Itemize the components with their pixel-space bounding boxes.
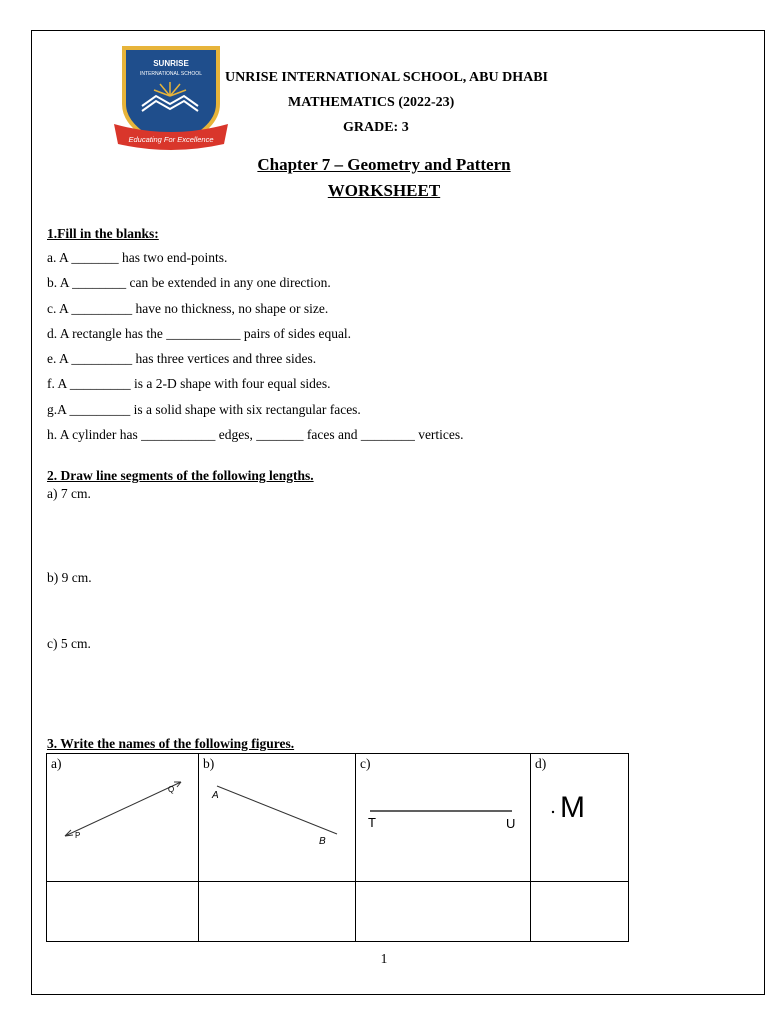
page-number: 1 — [380, 951, 388, 966]
point-label-q: Q — [168, 785, 175, 794]
point-label-p: P — [75, 831, 81, 840]
school-logo — [112, 44, 230, 152]
worksheet-title: WORKSHEET — [327, 181, 441, 200]
section3-heading: 3. Write the names of the following figures. — [47, 736, 295, 751]
chapter-title: Chapter 7 – Geometry and Pattern — [257, 155, 511, 174]
point-label-b: B — [319, 836, 326, 847]
figures-table — [46, 753, 629, 942]
figure-cell-a — [47, 754, 199, 882]
figure-cell-d — [531, 754, 629, 882]
logo-name: SUNRISE — [153, 59, 189, 68]
draw-item-a: a) 7 cm. — [47, 486, 91, 501]
fill-item-c: c. A _________ have no thickness, no shape or size. — [47, 301, 329, 316]
grade-line: GRADE: 3 — [343, 120, 409, 135]
figure-ray-pq — [47, 754, 198, 881]
school-name: UNRISE INTERNATIONAL SCHOOL, ABU DHABI — [225, 70, 548, 85]
answer-cell-b[interactable] — [199, 882, 356, 942]
subject-line: MATHEMATICS (2022-23) — [288, 95, 455, 110]
logo-subname: INTERNATIONAL SCHOOL — [140, 71, 202, 77]
answer-cell-d[interactable] — [531, 882, 629, 942]
figure-segment-ab — [199, 754, 355, 881]
point-label-a: A — [212, 790, 219, 801]
figure-cell-b — [199, 754, 356, 882]
point-label-u: U — [506, 816, 516, 831]
draw-item-b: b) 9 cm. — [47, 570, 92, 585]
figure-cell-c — [356, 754, 531, 882]
draw-item-c: c) 5 cm. — [47, 636, 91, 651]
figure-label-d: d) — [535, 756, 547, 771]
fill-item-b: b. A ________ can be extended in any one direction. — [47, 275, 331, 290]
figure-label-b: b) — [203, 756, 215, 771]
fill-item-d: d. A rectangle has the ___________ pairs of sides equal. — [47, 326, 352, 341]
section2-heading: 2. Draw line segments of the following lengths. — [47, 468, 314, 483]
answer-cell-a[interactable] — [47, 882, 199, 942]
figure-label-c: c) — [360, 756, 371, 771]
fill-item-g: g.A _________ is a solid shape with six rectangular faces. — [47, 402, 361, 417]
fill-item-h: h. A cylinder has ___________ edges, _______ faces and ________ vertices. — [47, 427, 464, 442]
point-label-m: M — [560, 791, 585, 824]
logo-motto: Educating For Excellence — [128, 135, 214, 144]
point-label-t: T — [368, 815, 376, 830]
figure-label-a: a) — [51, 756, 62, 771]
fill-item-e: e. A _________ has three vertices and three sides. — [47, 351, 317, 366]
figure-segment-tu — [356, 754, 530, 881]
fill-item-f: f. A _________ is a 2-D shape with four equal sides. — [47, 376, 331, 391]
figure-point-m — [531, 754, 628, 881]
answer-cell-c[interactable] — [356, 882, 531, 942]
fill-item-a: a. A _______ has two end-points. — [47, 250, 228, 265]
section1-heading: 1.Fill in the blanks: — [47, 226, 159, 241]
